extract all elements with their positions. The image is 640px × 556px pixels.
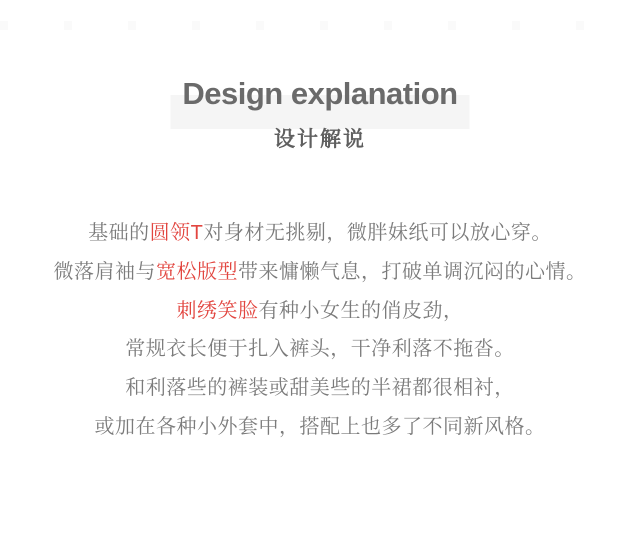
section-title-chinese: 设计解说 <box>274 128 366 151</box>
body-line <box>0 369 640 408</box>
body-line <box>0 330 640 369</box>
highlight-text: 刺绣笑脸 <box>176 299 259 322</box>
highlight-text: 圆领T <box>149 222 204 244</box>
body-line <box>0 253 640 292</box>
body-text-segment: 带来慵懒气息，打破单调沉闷的心情。 <box>238 260 587 283</box>
section-title-english: Design explanation <box>182 76 458 111</box>
highlight-text: 宽松版型 <box>156 260 238 283</box>
watermark-pattern <box>0 21 640 30</box>
body-text-segment: 基础的 <box>88 222 150 244</box>
body-text-segment: 有种小女生的俏皮劲， <box>258 299 464 322</box>
body-text-segment: 对身材无挑剔，微胖妹纸可以放心穿。 <box>203 222 552 244</box>
body-text-segment: 常规衣长便于扎入裤头，干净利落不拖沓。 <box>125 338 515 361</box>
body-line <box>0 292 640 331</box>
body-text-segment: 微落肩袖与 <box>53 260 156 283</box>
section-header <box>0 76 640 152</box>
body-text-segment: 或加在各种小外套中，搭配上也多了不同新风格。 <box>94 415 546 438</box>
body-line <box>0 408 640 447</box>
description-paragraph <box>0 214 640 447</box>
body-line <box>0 214 640 253</box>
body-text-segment: 和利落些的裤装或甜美些的半裙都很相衬， <box>125 377 515 400</box>
